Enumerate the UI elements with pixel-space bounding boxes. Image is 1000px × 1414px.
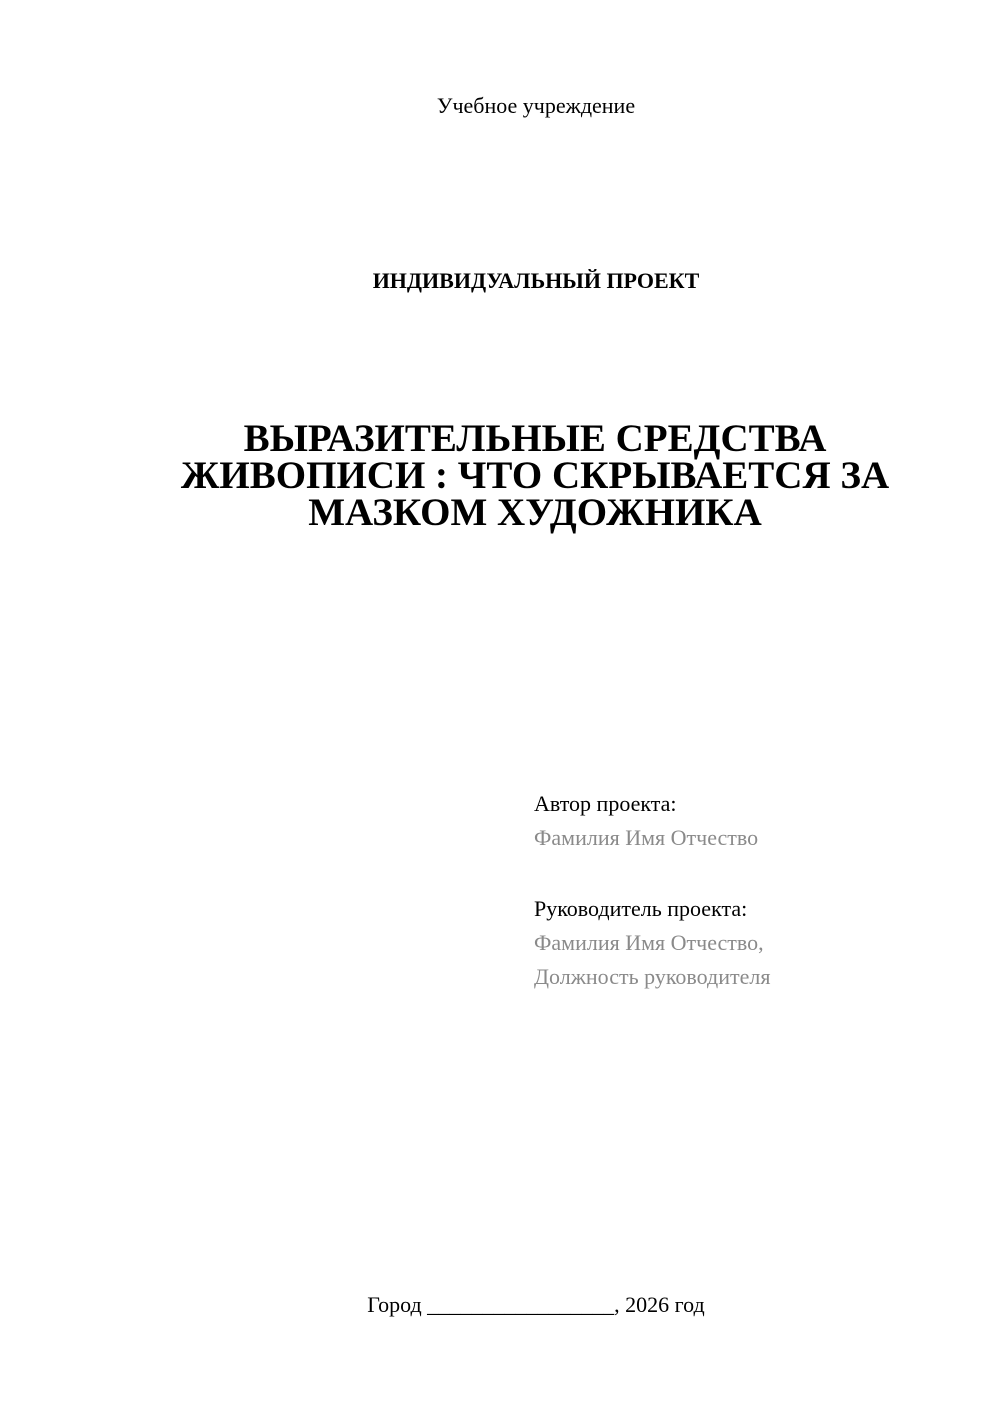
author-block [534,787,758,855]
author-label: Автор проекта: [534,791,677,816]
project-title-line-2: ЖИВОПИСИ : ЧТО СКРЫВАЕТСЯ ЗА [180,454,890,497]
supervisor-name-placeholder: Фамилия Имя Отчество, [534,930,764,955]
project-title-line-1: ВЫРАЗИТЕЛЬНЫЕ СРЕДСТВА [243,417,827,460]
project-type-heading: ИНДИВИДУАЛЬНЫЙ ПРОЕКТ [372,268,700,293]
city-year-footer: Город _________________, 2026 год [367,1292,705,1317]
author-name-placeholder: Фамилия Имя Отчество [534,825,759,850]
project-title-line-3: МАЗКОМ ХУДОЖНИКА [308,491,762,534]
institution-name: Учебное учреждение [436,93,636,118]
supervisor-position-placeholder: Должность руководителя [534,964,771,989]
supervisor-label: Руководитель проекта: [534,896,748,921]
supervisor-block [534,892,770,994]
project-title [170,417,900,534]
